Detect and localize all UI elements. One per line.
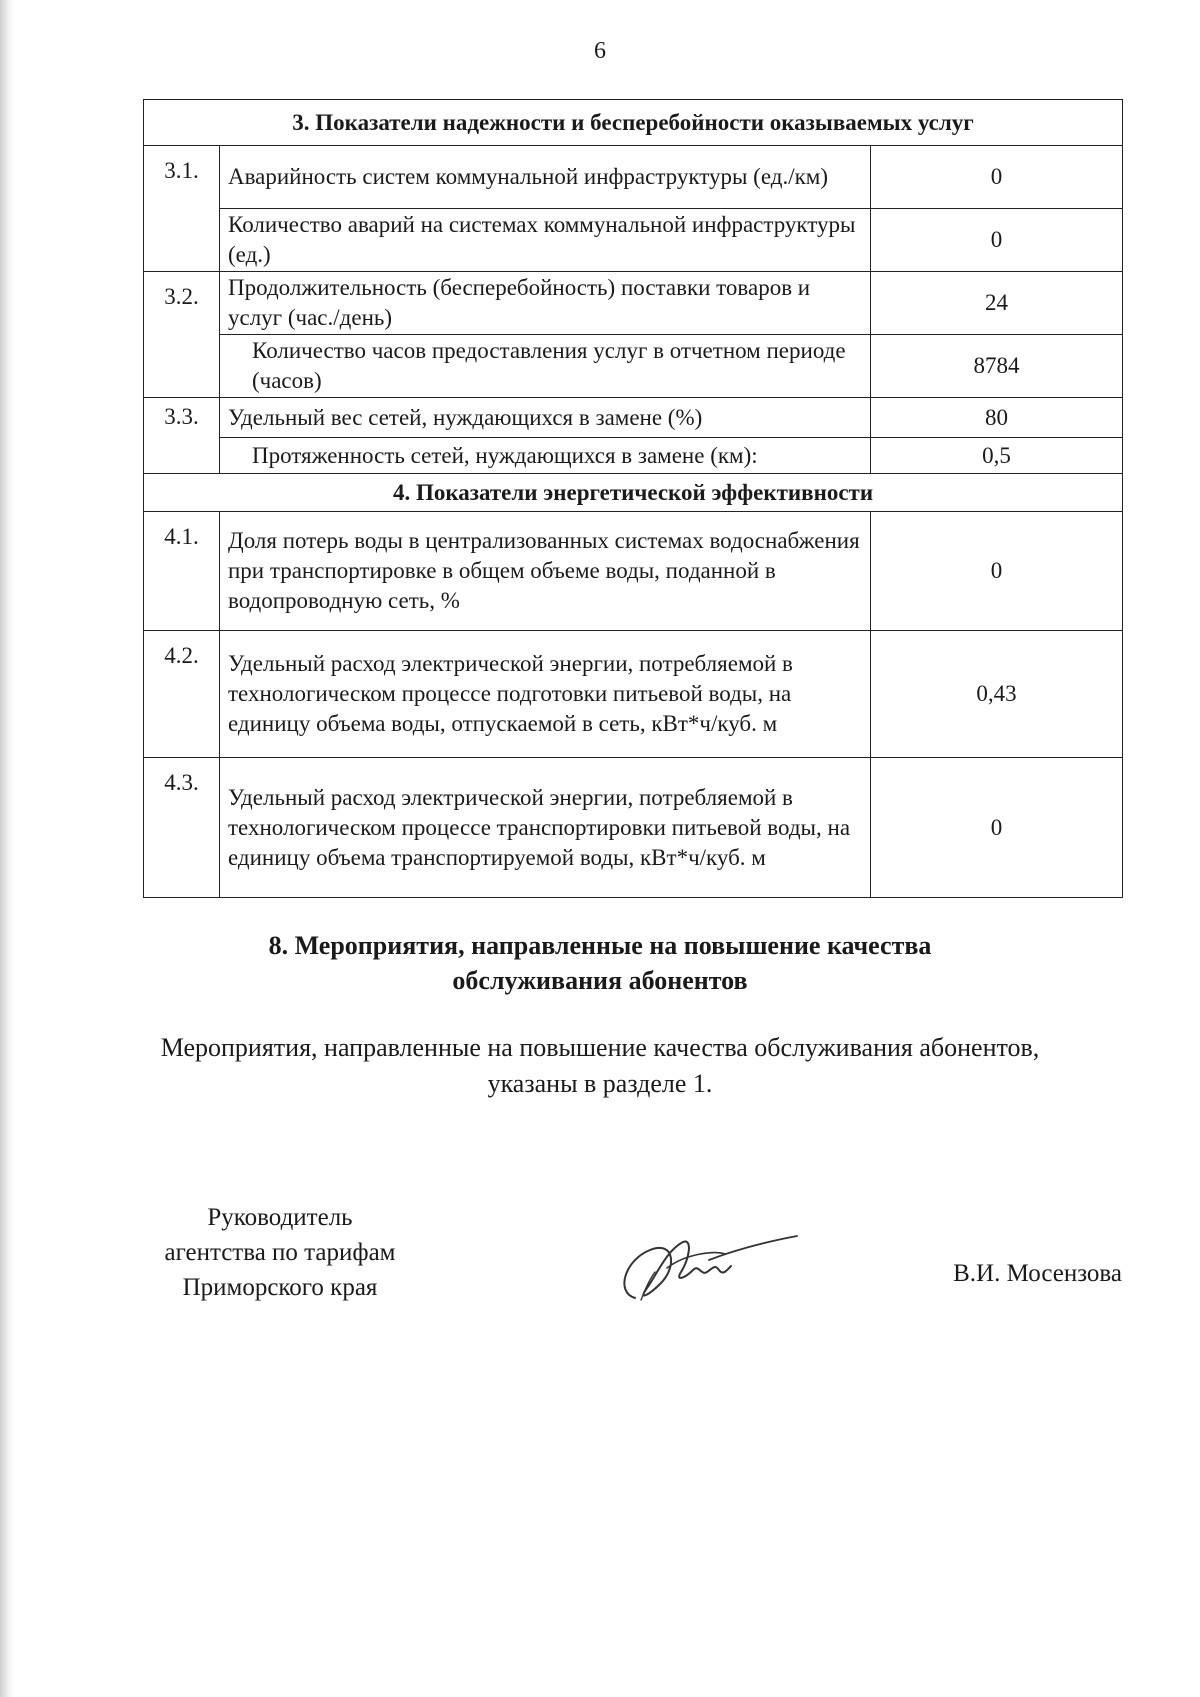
table-row [144, 335, 1123, 398]
indicator-description: Удельный расход электрической энергии, потребляемой в технологическом процессе подготовки питьевой воды, на единицу объема воды, отпускаемой в сеть, кВт*ч/куб. м [220, 631, 871, 758]
section-8-title-line: обслуживания абонентов [452, 966, 748, 995]
signatory-name: В.И. Мосензова [953, 1260, 1122, 1287]
row-number: 3.3. [144, 398, 220, 474]
indicator-value: 0 [871, 512, 1123, 631]
indicator-description: Количество аварий на системах коммунальной инфраструктуры (ед.) [220, 209, 871, 272]
row-number: 4.3. [144, 758, 220, 898]
table-row [144, 438, 1123, 474]
section-8-text-line: Мероприятия, направленные на повышение качества обслуживания абонентов, [160, 1033, 1040, 1062]
row-number: 4.2. [144, 631, 220, 758]
indicator-value: 8784 [871, 335, 1123, 398]
indicator-description: Доля потерь воды в централизованных системах водоснабжения при транспортировке в общем объеме воды, поданной в водопроводную сеть, % [220, 512, 871, 631]
indicator-value: 80 [871, 398, 1123, 438]
indicator-value: 0,5 [871, 438, 1123, 474]
indicator-description: Удельный расход электрической энергии, потребляемой в технологическом процессе транспортировки питьевой воды, на единицу объема транспортируемой воды, кВт*ч/куб. м [220, 758, 871, 898]
section-8-title-line: 8. Мероприятия, направленные на повышение качества [268, 931, 932, 960]
scan-edge [0, 0, 14, 1697]
indicator-value: 0 [871, 758, 1123, 898]
section-4-header-row [144, 474, 1123, 512]
indicator-description: Протяженность сетей, нуждающихся в замене (км): [220, 438, 871, 474]
indicator-value: 0 [871, 209, 1123, 272]
signatory-title-line: агентства по тарифам [164, 1239, 396, 1266]
table-row [144, 209, 1123, 272]
table-row [144, 398, 1123, 438]
row-number: 3.2. [144, 272, 220, 398]
indicator-description: Аварийность систем коммунальной инфраструктуры (ед./км) [220, 146, 871, 209]
row-number: 4.1. [144, 512, 220, 631]
page-number: 6 [594, 38, 606, 64]
section-3-title: 3. Показатели надежности и бесперебойности оказываемых услуг [144, 100, 1123, 146]
table-row [144, 272, 1123, 335]
signatory-title-line: Приморского края [182, 1274, 378, 1301]
table-row [144, 512, 1123, 631]
indicator-value: 0,43 [871, 631, 1123, 758]
indicators-table [143, 99, 1123, 898]
table-row [144, 631, 1123, 758]
indicator-description: Количество часов предоставления услуг в отчетном периоде (часов) [220, 335, 871, 398]
indicator-description: Продолжительность (бесперебойность) поставки товаров и услуг (час./день) [220, 272, 871, 335]
section-3-header-row [144, 100, 1123, 146]
row-number: 3.1. [144, 146, 220, 272]
indicator-value: 24 [871, 272, 1123, 335]
signatory-title-line: Руководитель [207, 1204, 353, 1231]
indicator-description: Удельный вес сетей, нуждающихся в замене (%) [220, 398, 871, 438]
section-8-text-line: указаны в разделе 1. [487, 1069, 713, 1098]
handwritten-signature [605, 1220, 805, 1310]
signatory-title [145, 1200, 415, 1305]
indicator-value: 0 [871, 146, 1123, 209]
table-row [144, 758, 1123, 898]
section-8-text [0, 1030, 1200, 1102]
section-8-title [0, 928, 1200, 998]
table-row [144, 146, 1123, 209]
section-4-title: 4. Показатели энергетической эффективности [144, 474, 1123, 512]
